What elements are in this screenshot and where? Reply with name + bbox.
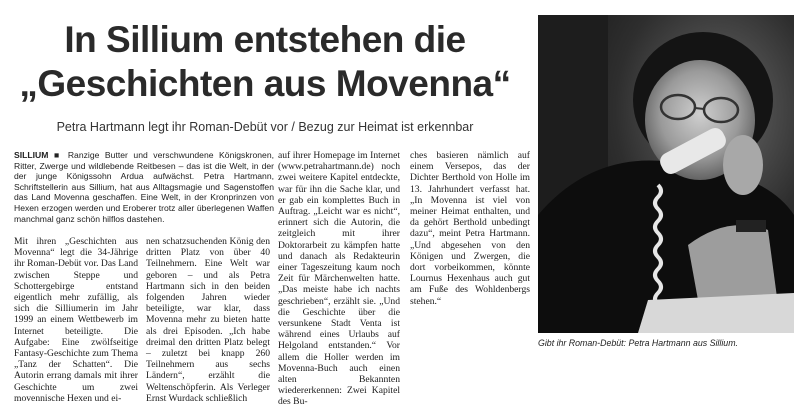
subheadline: Petra Hartmann legt ihr Roman-Debüt vor / Bezug zur Heimat ist erkennbar — [56, 120, 474, 134]
headline — [0, 18, 530, 106]
column-3-text: auf ihrer Homepage im Internet (www.petrahartmann.de) noch zwei weitere Kapitel entdeckte, war für ihn die Sache klar, und er gab ein komplettes Buch in Auftrag. „Leicht war es nicht“, erinnert sich die Autorin, die zeitgleich mit ihrer Doktorarbeit zu kämpfen hatte und danach als Redakteurin einer Tageszeitung kaum noch Zeit für Märchenwelten hatte. „Das meiste habe ich nachts geschrieben“, erzählt sie. „Und die Geschichte über die versunkene Stadt Venta ist während eines Urlaubs auf Helgoland entstanden.“ Vor allem die Holler werden im Movenna-Buch auch einen alten Bekannten wiedererkennen: Zwei Kapitel des Bu- — [278, 150, 400, 408]
article-column-4 — [410, 150, 530, 307]
headline-line-2: „Geschichten aus Movenna“ — [19, 63, 511, 104]
lead-text: ■ Ranzige Butter und verschwundene Königskronen, Ritter, Zwerge und wildlebende Reitbesen – das ist die Welt, in der der junge Königssohn Ardua aufwächst. Petra Hartmann, Schriftstellerin aus Sillium, hat aus Alltagsmagie und Sagenstoffen das Land Movenna geschaffen. Eine Welt, in der Kronprinzen von Hexen erzogen werden und Eroberer trotz aller überlegenen Waffen manchmal ganz schön hilflos dastehen. — [14, 150, 275, 224]
column-4-text: ches basieren nämlich auf einem Versepos, das der Dichter Berthold von Holle im 13. Jahrhundert verfasst hat. „In Movenna ist viel von meiner Heimat enthalten, und da gehört Berthold unbedingt dazu“, meint Petra Hartmann. „Und abgesehen von den Königen und Zwergen, die dort vorbeikommen, könnte Lournus Hexenhaus auch gut am Fuße des Wohldenbergs stehen.“ — [410, 150, 530, 307]
column-2-text: nen schatzsuchenden König den dritten Platz von über 40 Teilnehmern. Eine Welt war geboren – und als Petra Hartmann sich in den beiden folgenden Jahren wieder beteiligte, war klar, dass Movenna mehr zu bieten hatte als drei Episoden. „Ich habe dreimal den dritten Platz belegt – zuletzt bei knapp 260 Teilnehmern aus sechs Ländern“, erzählt die Weltenschöpferin. Als Verleger Ernst Wurdack schließlich — [146, 236, 270, 404]
author-photo — [538, 15, 794, 333]
article-column-3 — [278, 150, 400, 408]
column-1-text: Mit ihren „Geschichten aus Movenna“ legt die 34-Jährige ihr Roman-Debüt vor. Das Land zwischen Steppe und Schottergebirge entstand eigentlich mehr zufällig, als sich die Silliumerin im Jahr 1999 an einem Wettbewerb im Internet beteiligte. Die Aufgabe: Eine zwölfseitige Fantasy-Geschichte zum Thema „Tanz der Schatten“. Die Autorin errang damals mit ihrer Geschichte um zwei movennische Hexen und ei- — [14, 236, 138, 404]
lead-paragraph — [14, 150, 274, 224]
dateline: SILLIUM — [14, 150, 49, 160]
author-photo-illustration — [538, 15, 794, 333]
photo-caption: Gibt ihr Roman-Debüt: Petra Hartmann aus Sillium. — [538, 338, 738, 348]
headline-line-1: In Sillium entstehen die — [64, 19, 466, 60]
article-column-2 — [146, 236, 270, 404]
article-column-1 — [14, 236, 138, 404]
